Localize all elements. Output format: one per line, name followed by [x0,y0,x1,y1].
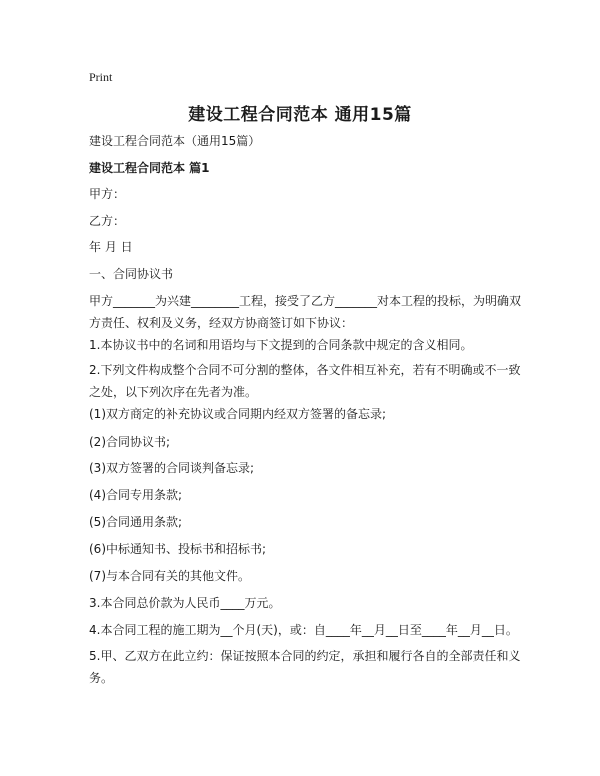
item-2-line: 之处，以下列次序在先者为准。 [89,385,258,399]
document-subtitle: 建设工程合同范本（通用15篇） [89,134,261,148]
sub-item-4: (4)合同专用条款; [89,488,183,502]
sub-item-3: (3)双方签署的合同谈判备忘录; [89,461,255,475]
intro-line: 方责任、权利及义务，经双方协商签订如下协议： [89,316,354,330]
party-b-line: 乙方： [89,214,126,228]
sub-item-1: (1)双方商定的补充协议或合同期内经双方签署的备忘录; [89,407,387,421]
sub-item-7: (7)与本合同有关的其他文件。 [89,569,250,583]
item-5-line: 务。 [89,671,114,685]
print-label: Print [89,70,113,84]
party-a-line: 甲方： [89,187,126,201]
date-line: 年 月 日 [89,240,133,254]
item-1: 1.本协议书中的名词和用语均与下文提到的合同条款中规定的含义相同。 [89,338,473,352]
item-2 [89,359,519,403]
item-4: 4.本合同工程的施工期为__个月(天)，或：自____年__月__日至____年__月__日。 [89,623,518,637]
sub-item-5: (5)合同通用条款; [89,515,183,529]
item-3: 3.本合同总价款为人民币____万元。 [89,596,281,610]
heading-contract-agreement: 一、合同协议书 [89,267,174,281]
item-2-line: 2.下列文件构成整个合同不可分割的整体，各文件相互补充，若有不明确或不一致 [89,363,521,377]
item-5-line: 5.甲、乙双方在此立约：保证按照本合同的约定，承担和履行各自的全部责任和义 [89,649,521,663]
sub-item-6: (6)中标通知书、投标书和招标书; [89,542,267,556]
item-5 [89,645,519,689]
document-title: 建设工程合同范本 通用15篇 [188,105,412,125]
section-heading: 建设工程合同范本 篇1 [89,161,210,175]
intro-paragraph [89,290,522,334]
intro-line: 甲方_______为兴建________工程，接受了乙方_______对本工程的投标，为明确双 [89,294,522,308]
sub-item-2: (2)合同协议书; [89,435,171,449]
